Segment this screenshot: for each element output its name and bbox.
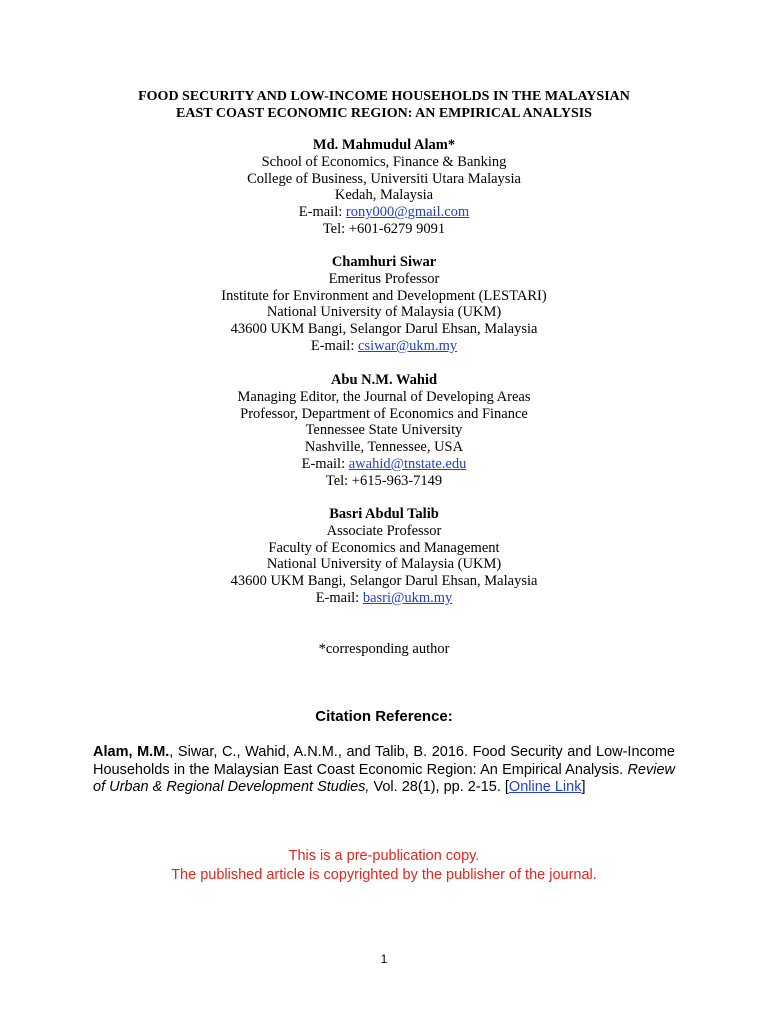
online-link[interactable]: Online Link <box>508 779 582 796</box>
affiliation-line: Managing Editor, the Journal of Developing Areas <box>237 388 531 405</box>
citation-text: , Siwar, C., Wahid, A.N.M., and Talib, B. 2016. Food Security and Low-Income Households in the Malaysian East Coast Economic Region: An Empirical Analysis. <box>93 744 675 778</box>
author-block-3 <box>0 372 768 490</box>
affiliation-line: 43600 UKM Bangi, Selangor Darul Ehsan, Malaysia <box>230 573 538 590</box>
affiliation-line: National University of Malaysia (UKM) <box>266 556 502 573</box>
citation-heading: Citation Reference: <box>315 708 453 725</box>
email-line <box>0 456 768 473</box>
author-name: Md. Mahmudul Alam* <box>312 137 456 153</box>
affiliation-line: 43600 UKM Bangi, Selangor Darul Ehsan, Malaysia <box>230 321 538 338</box>
affiliation-line: National University of Malaysia (UKM) <box>266 304 502 321</box>
affiliation-line: Emeritus Professor <box>328 270 440 287</box>
affiliation-line: Associate Professor <box>326 522 442 539</box>
affiliation-line: Nashville, Tennessee, USA <box>304 439 464 456</box>
author-block-1 <box>0 137 768 238</box>
citation-lead-author: Alam, M.M. <box>93 744 170 760</box>
email-link[interactable]: csiwar@ukm.my <box>357 337 458 354</box>
email-line <box>0 590 768 607</box>
tel-line: Tel: +601-6279 9091 <box>322 220 446 237</box>
affiliation-line: Kedah, Malaysia <box>334 187 434 204</box>
author-block-4 <box>0 506 768 607</box>
email-label: E-mail: <box>301 455 349 472</box>
author-name: Abu N.M. Wahid <box>330 372 438 388</box>
email-link[interactable]: awahid@tnstate.edu <box>348 455 467 472</box>
affiliation-line: Institute for Environment and Development (LESTARI) <box>221 287 547 304</box>
author-name: Chamhuri Siwar <box>331 254 437 270</box>
email-line <box>0 204 768 221</box>
author-block-2 <box>0 254 768 355</box>
author-name: Basri Abdul Talib <box>329 506 439 522</box>
citation-reference <box>93 744 675 797</box>
email-link[interactable]: basri@ukm.my <box>362 589 453 606</box>
affiliation-line: School of Economics, Finance & Banking <box>261 153 507 170</box>
paper-title <box>80 88 688 122</box>
title-line-2: EAST COAST ECONOMIC REGION: AN EMPIRICAL ANALYSIS <box>176 106 592 121</box>
email-label: E-mail: <box>315 589 363 606</box>
page-number: 1 <box>380 952 388 966</box>
tel-line: Tel: +615-963-7149 <box>325 472 443 489</box>
affiliation-line: Tennessee State University <box>305 422 463 439</box>
citation-volume: Vol. 28(1), pp. 2-15. [ <box>369 779 509 796</box>
email-label: E-mail: <box>310 337 358 354</box>
affiliation-line: Professor, Department of Economics and Finance <box>240 405 528 422</box>
corresponding-author-note: *corresponding author <box>318 641 450 657</box>
title-line-1: FOOD SECURITY AND LOW-INCOME HOUSEHOLDS IN THE MALAYSIAN <box>138 89 630 104</box>
prepublication-notice: This is a pre-publication copy. <box>288 848 480 864</box>
affiliation-line: College of Business, Universiti Utara Malaysia <box>247 170 521 187</box>
citation-bracket-close: ] <box>581 779 586 796</box>
affiliation-line: Faculty of Economics and Management <box>268 539 500 556</box>
citation-journal: Review of Urban & Regional Development Studies, <box>93 761 675 796</box>
email-line <box>0 338 768 355</box>
copyright-notice: The published article is copyrighted by the publisher of the journal. <box>171 867 597 883</box>
email-label: E-mail: <box>298 204 346 221</box>
email-link[interactable]: rony000@gmail.com <box>345 204 470 221</box>
